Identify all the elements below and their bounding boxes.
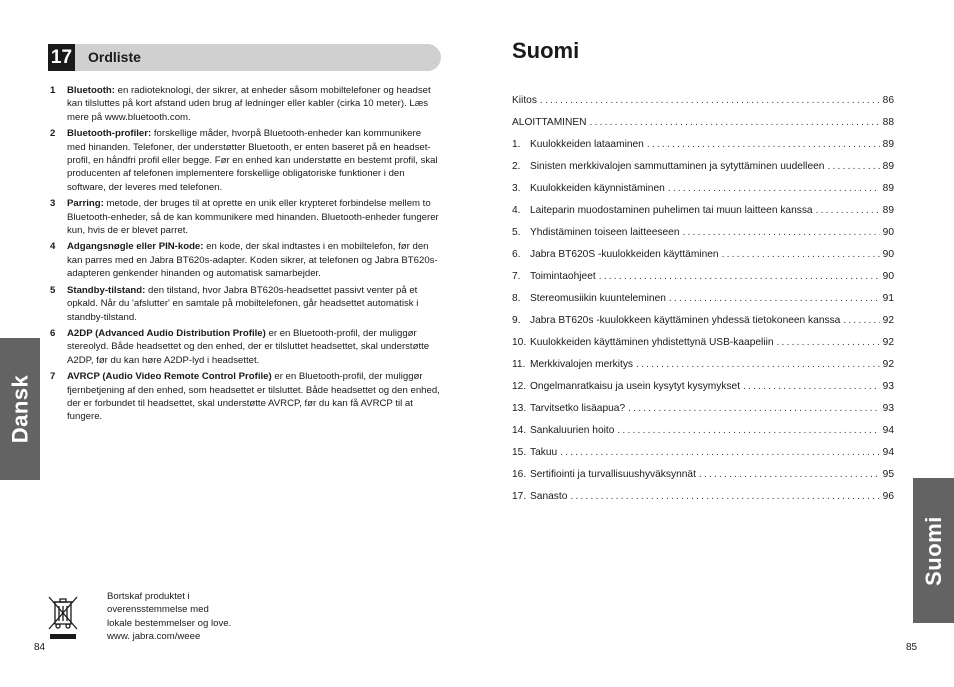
toc-entry[interactable] (512, 398, 894, 420)
toc-entry-label: Kuulokkeiden käyttäminen yhdistettynä USB-kaapeliin (530, 337, 774, 348)
toc-entry[interactable] (512, 354, 894, 376)
toc-dot-leader (636, 354, 880, 376)
weee-notice (107, 590, 257, 644)
toc-entry-page: 89 (882, 161, 894, 172)
toc-entry-label: Yhdistäminen toiseen laitteeseen (530, 227, 680, 238)
toc-dot-leader (560, 442, 879, 464)
glossary-term: Bluetooth: (67, 85, 115, 96)
toc-entry-page: 86 (882, 95, 894, 106)
toc-entry-label: Merkkivalojen merkitys (530, 359, 634, 370)
glossary-definition: er en Bluetooth-profil, der muliggør fjernbetjening af den enhed, som headsettet er tilsluttet. Både headsettet og den enhed, der er forbundet til headsettet, skal understøtte AVRCP, før du kan få AVRCP til at fungere. (67, 371, 440, 423)
glossary-item (50, 84, 442, 124)
toc-entry-number: 15. (512, 447, 527, 458)
toc-entry-number: 3. (512, 183, 521, 194)
toc-entry[interactable] (512, 134, 894, 156)
toc-dot-leader (816, 200, 880, 222)
crossed-out-wheelie-bin-icon (46, 594, 80, 642)
weee-line: lokale bestemmelser og love. (107, 617, 232, 629)
toc-dot-leader (722, 244, 880, 266)
glossary-item-number: 1 (50, 85, 56, 96)
toc-entry-label: Laiteparin muodostaminen puhelimen tai muun laitteen kanssa (530, 205, 813, 216)
toc-entry-page: 88 (882, 117, 894, 128)
toc-entry-label: Jabra BT620S -kuulokkeiden käyttäminen (530, 249, 719, 260)
toc-entry-number: 8. (512, 293, 521, 304)
toc-entry[interactable] (512, 288, 894, 310)
toc-entry[interactable] (512, 442, 894, 464)
toc-entry-page: 92 (882, 315, 894, 326)
language-tab-dansk (0, 338, 40, 480)
toc-entry-page: 92 (882, 359, 894, 370)
toc-dot-leader (743, 376, 880, 398)
right-page (477, 0, 954, 687)
toc-dot-leader (628, 398, 880, 420)
glossary-item-number: 7 (50, 371, 56, 383)
toc-entry-page: 93 (882, 381, 894, 392)
toc-entry-number: 13. (512, 403, 527, 414)
glossary-item (50, 197, 442, 237)
toc-dot-leader (599, 266, 880, 288)
weee-line: overensstemmelse med (107, 604, 209, 616)
toc-entry-label: Takuu (530, 447, 558, 458)
section-header (48, 44, 441, 71)
toc-entry-number: 1. (512, 139, 521, 150)
table-of-contents (512, 90, 894, 508)
glossary-term: A2DP (Advanced Audio Distribution Profile) (67, 327, 266, 339)
glossary-item (50, 327, 442, 367)
glossary-term: AVRCP (Audio Video Remote Control Profile) (67, 371, 272, 383)
glossary-list (50, 84, 442, 427)
page-number-right: 85 (906, 642, 918, 653)
toc-entry-number: 9. (512, 315, 521, 326)
toc-entry-page: 94 (882, 425, 894, 436)
toc-entry-page: 90 (882, 271, 894, 282)
toc-entry-label: Jabra BT620s -kuulokkeen käyttäminen yhdessä tietokoneen kanssa (530, 315, 841, 326)
glossary-definition: forskellige måder, hvorpå Bluetooth-enheder kan kommunikere med hinanden. Telefoner, der understøtter Bluetooth, er enten baseret på en headset-profil, en håndfri profil eller begge. Før en enhed kan understøtte en bestemt profil, skal producenten af telefonen implementere forskellige obligatoriske funktioner i den software, der leveres med telefonen. (67, 128, 438, 193)
section-title: Ordliste (88, 49, 141, 65)
glossary-term: Adgangsnøgle eller PIN-kode: (67, 241, 204, 253)
toc-entry-page: 89 (882, 205, 894, 216)
toc-entry[interactable] (512, 376, 894, 398)
toc-entry-page: 91 (882, 293, 894, 304)
toc-dot-leader (683, 222, 880, 244)
glossary-item (50, 284, 442, 324)
toc-entry-label: Sankaluurien hoito (530, 425, 615, 436)
toc-entry[interactable] (512, 332, 894, 354)
toc-entry-label: Sanasto (530, 491, 568, 502)
toc-entry-page: 93 (882, 403, 894, 414)
toc-entry-page: 90 (882, 227, 894, 238)
toc-dot-leader (777, 332, 880, 354)
toc-entry-number: 6. (512, 249, 521, 260)
toc-entry[interactable] (512, 266, 894, 288)
toc-entry-number: 7. (512, 271, 521, 282)
toc-entry-label: Sinisten merkkivalojen sammuttaminen ja sytyttäminen uudelleen (530, 161, 825, 172)
language-tab-suomi (913, 478, 954, 623)
toc-dot-leader (843, 310, 879, 332)
toc-entry-page: 94 (882, 447, 894, 458)
glossary-item-number: 5 (50, 284, 56, 296)
page-number-left: 84 (34, 642, 46, 653)
glossary-definition: en radioteknologi, der sikrer, at enheder såsom mobiltelefoner og headset kan tilsluttes på kort afstand uden brug af ledninger eller kabler (cirka 10 meter). Læs mere på www.bluetooth.com. (67, 85, 431, 123)
toc-entry[interactable] (512, 156, 894, 178)
language-tab-label: Suomi (920, 515, 946, 586)
page-title: Suomi (512, 38, 580, 63)
glossary-item-number: 3 (50, 198, 56, 210)
toc-dot-leader (669, 288, 880, 310)
toc-entry[interactable] (512, 112, 894, 134)
toc-entry[interactable] (512, 178, 894, 200)
glossary-term: Parring: (67, 198, 104, 210)
glossary-definition: en kode, der skal indtastes i en mobiltelefon, før den kan parres med en Jabra BT620s-adapter. Koden sikrer, at telefonen og Jabra BT620s-adapteren genkender hinanden og automatisk samarbejder. (67, 241, 438, 280)
toc-dot-leader (540, 90, 880, 112)
toc-entry-number: 14. (512, 425, 527, 436)
toc-entry-label: Tarvitsetko lisäapua? (530, 403, 626, 414)
toc-entry-label: Kuulokkeiden käynnistäminen (530, 183, 665, 194)
toc-dot-leader (827, 156, 879, 178)
toc-entry-page: 89 (882, 183, 894, 194)
toc-entry-label: Toimintaohjeet (530, 271, 596, 282)
toc-entry[interactable] (512, 244, 894, 266)
glossary-definition: metode, der bruges til at oprette en unik eller krypteret forbindelse mellem to Bluetooth-enheder, så de kan kommunikere med hinanden. Bluetooth-enheder fungerer kun, hvis de er blevet parret. (67, 198, 439, 237)
glossary-term: Standby-tilstand: (67, 284, 146, 296)
toc-entry-page: 96 (882, 491, 894, 502)
toc-entry[interactable] (512, 486, 894, 508)
language-tab-label: Dansk (7, 374, 33, 444)
glossary-definition: er en Bluetooth-profil, der muliggør stereolyd. Både headsettet og den enhed, der er tilsluttet headsettet, skal understøtte A2DP, før du kan høre A2DP-lyd i headsettet. (67, 327, 430, 366)
toc-entry-label: Ongelmanratkaisu ja usein kysytyt kysymykset (530, 381, 741, 392)
toc-dot-leader (647, 134, 880, 156)
toc-entry[interactable] (512, 222, 894, 244)
toc-entry[interactable] (512, 420, 894, 442)
toc-dot-leader (699, 464, 880, 486)
glossary-item (50, 127, 442, 194)
glossary-item (50, 240, 442, 280)
glossary-item-number: 4 (50, 241, 56, 253)
toc-entry-number: 17. (512, 491, 527, 502)
toc-entry-label: Sertifiointi ja turvallisuushyväksynnät (530, 469, 696, 480)
toc-entry-number: 12. (512, 381, 527, 392)
toc-dot-leader (617, 420, 879, 442)
glossary-item-number: 2 (50, 128, 56, 140)
toc-entry-number: 16. (512, 469, 527, 480)
toc-entry[interactable] (512, 200, 894, 222)
toc-entry-number: 4. (512, 205, 521, 216)
toc-dot-leader (570, 486, 879, 508)
weee-line: Bortskaf produktet i (107, 591, 190, 602)
toc-entry-page: 90 (882, 249, 894, 260)
toc-entry-label: Kiitos (512, 95, 537, 106)
toc-entry-label: Kuulokkeiden lataaminen (530, 139, 644, 150)
toc-entry-label: Stereomusiikin kuunteleminen (530, 293, 666, 304)
toc-entry-page: 92 (882, 337, 894, 348)
toc-entry[interactable] (512, 90, 894, 112)
toc-entry-number: 10. (512, 337, 527, 348)
section-number: 17 (48, 44, 75, 71)
toc-dot-leader (590, 112, 880, 134)
glossary-item-number: 6 (50, 327, 56, 339)
toc-entry-number: 2. (512, 161, 521, 172)
toc-entry[interactable] (512, 464, 894, 486)
glossary-definition: den tilstand, hvor Jabra BT620s-headsettet passivt venter på et opkald. Når du 'afslutter' en samtale på mobiltelefonen, går headsettet automatisk i standby-tilstand. (67, 284, 419, 323)
glossary-term: Bluetooth-profiler: (67, 128, 152, 140)
glossary-item (50, 370, 442, 424)
toc-entry[interactable] (512, 310, 894, 332)
toc-dot-leader (668, 178, 880, 200)
weee-link[interactable]: www. jabra.com/weee (107, 631, 201, 643)
toc-entry-label: ALOITTAMINEN (512, 117, 587, 128)
toc-entry-page: 95 (882, 469, 894, 480)
toc-entry-number: 5. (512, 227, 521, 238)
toc-entry-number: 11. (512, 359, 526, 370)
toc-entry-page: 89 (882, 139, 894, 150)
